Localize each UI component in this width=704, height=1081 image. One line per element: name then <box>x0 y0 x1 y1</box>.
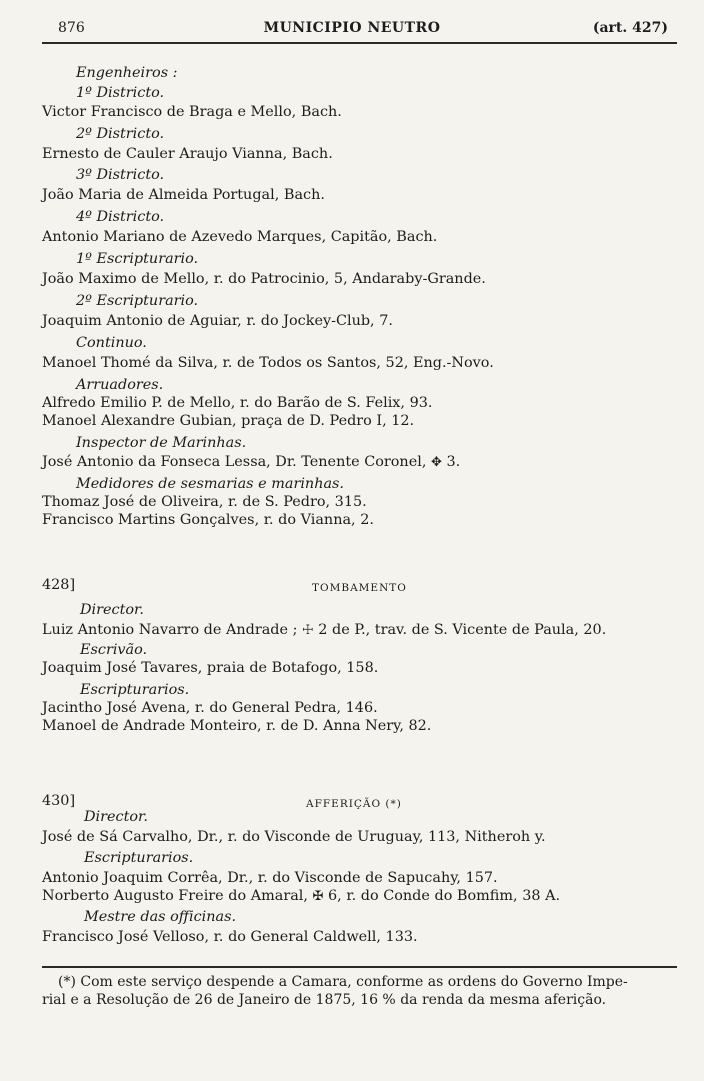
entry-escripturario-430-2-text: Norberto Augusto Freire do Amaral, <box>42 888 308 904</box>
order-cross-icon: ✠ <box>312 889 324 904</box>
entry-districto-1: Victor Francisco de Braga e Mello, Bach. <box>42 104 342 120</box>
heading-districto-3: 3º Districto. <box>76 167 165 183</box>
section-428-number: 428] <box>42 577 76 593</box>
entry-inspector <box>42 453 460 472</box>
article-ref: (art. 427) <box>592 20 668 36</box>
entry-director-428-text: Luiz Antonio Navarro de Andrade ; <box>42 622 298 638</box>
entry-director-430: José de Sá Carvalho, Dr., r. do Visconde de Uruguay, 113, Nitheroh y. <box>42 829 546 845</box>
order-cross-icon: ☩ <box>302 623 314 638</box>
entry-inspector-text: José Antonio da Fonseca Lessa, Dr. Tenente Coronel, <box>42 454 427 470</box>
entry-escripturario-430-2-suffix: 6, r. do Conde do Bomfim, 38 A. <box>328 888 561 904</box>
entry-inspector-suffix: 3. <box>446 454 461 470</box>
entry-districto-3: João Maria de Almeida Portugal, Bach. <box>42 187 325 203</box>
heading-director-428: Director. <box>80 602 144 618</box>
page-number: 876 <box>58 20 85 36</box>
entry-escripturario-2: Joaquim Antonio de Aguiar, r. do Jockey-Club, 7. <box>42 313 393 329</box>
heading-continuo: Continuo. <box>76 335 147 351</box>
header-rule <box>42 42 677 44</box>
footnote-line-1: (*) Com este serviço despende a Camara, conforme as ordens do Governo Impe- <box>58 974 628 990</box>
entry-escripturario-1: João Maximo de Mello, r. do Patrocinio, 5, Andaraby-Grande. <box>42 271 486 287</box>
entry-director-428-suffix: 2 de P., trav. de S. Vicente de Paula, 20. <box>318 622 607 638</box>
footnote-rule <box>42 966 677 968</box>
entry-medidor-2: Francisco Martins Gonçalves, r. do Vianna, 2. <box>42 512 374 528</box>
entry-arruador-2: Manoel Alexandre Gubian, praça de D. Pedro I, 12. <box>42 413 415 429</box>
heading-mestre: Mestre das officinas. <box>84 909 237 925</box>
footnote-line-2: rial e a Resolução de 26 de Janeiro de 1875, 16 % da renda da mesma aferição. <box>42 992 607 1008</box>
entry-escripturario-428-2: Manoel de Andrade Monteiro, r. de D. Anna Nery, 82. <box>42 718 432 734</box>
heading-inspector: Inspector de Marinhas. <box>76 435 247 451</box>
heading-districto-1: 1º Districto. <box>76 85 165 101</box>
heading-director-430: Director. <box>84 809 148 825</box>
entry-districto-4: Antonio Mariano de Azevedo Marques, Capitão, Bach. <box>42 229 438 245</box>
section-430-number: 430] <box>42 793 76 809</box>
heading-medidores: Medidores de sesmarias e marinhas. <box>76 476 345 492</box>
heading-escrivao: Escrivão. <box>80 642 148 658</box>
entry-director-428 <box>42 621 606 640</box>
heading-districto-2: 2º Districto. <box>76 126 165 142</box>
heading-escripturarios-428: Escripturarios. <box>80 682 190 698</box>
entry-escripturario-430-2 <box>42 887 560 906</box>
heading-districto-4: 4º Districto. <box>76 209 165 225</box>
entry-continuo: Manoel Thomé da Silva, r. de Todos os Santos, 52, Eng.-Novo. <box>42 355 494 371</box>
heading-escripturario-1: 1º Escripturario. <box>76 251 199 267</box>
heading-arruadores: Arruadores. <box>76 377 164 393</box>
page-title: MUNICIPIO NEUTRO <box>263 20 441 36</box>
entry-escrivao: Joaquim José Tavares, praia de Botafogo, 158. <box>42 660 379 676</box>
entry-districto-2: Ernesto de Cauler Araujo Vianna, Bach. <box>42 146 333 162</box>
heading-engenheiros: Engenheiros : <box>76 65 178 81</box>
heading-escripturarios-430: Escripturarios. <box>84 850 194 866</box>
section-428-title: TOMBAMENTO <box>312 582 407 594</box>
section-430-title: AFFERIÇÃO (*) <box>306 798 402 810</box>
entry-escripturario-428-1: Jacintho José Avena, r. do General Pedra, 146. <box>42 700 378 716</box>
entry-mestre: Francisco José Velloso, r. do General Caldwell, 133. <box>42 929 418 945</box>
entry-escripturario-430-1: Antonio Joaquim Corrêa, Dr., r. do Visconde de Sapucahy, 157. <box>42 870 498 886</box>
entry-medidor-1: Thomaz José de Oliveira, r. de S. Pedro, 315. <box>42 494 367 510</box>
entry-arruador-1: Alfredo Emilio P. de Mello, r. do Barão de S. Felix, 93. <box>42 395 433 411</box>
order-cross-icon: ✥ <box>430 455 442 470</box>
heading-escripturario-2: 2º Escripturario. <box>76 293 199 309</box>
